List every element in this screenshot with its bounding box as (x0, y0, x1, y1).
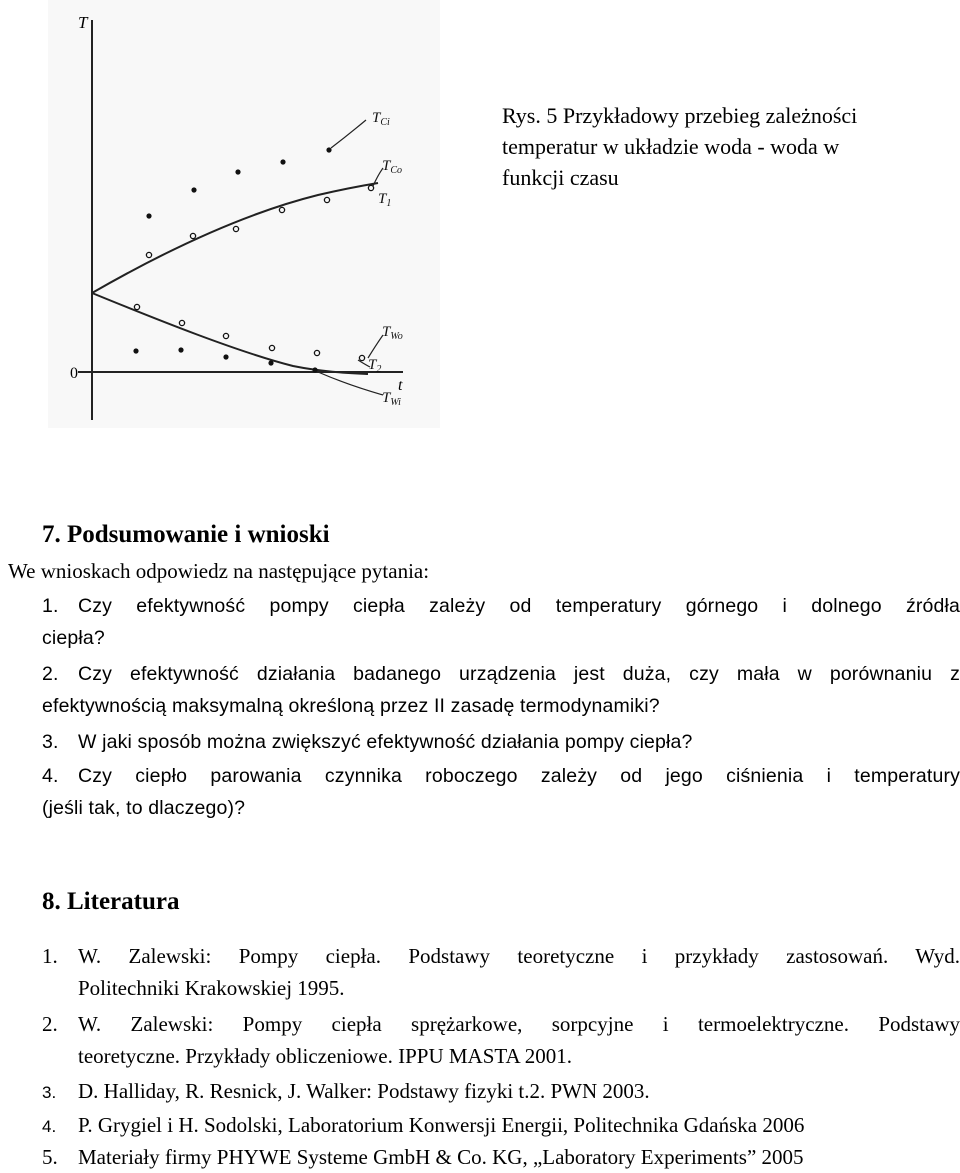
point-TWi (312, 367, 317, 372)
question-number: 2. (42, 663, 59, 685)
reference-number: 4. (42, 1117, 57, 1136)
reference-number: 3. (42, 1083, 57, 1102)
reference-4 (42, 1109, 960, 1143)
reference-text: W. Zalewski: Pompy ciepła sprężarkowe, sorpcyjne i termoelektryczne. Podstawy (78, 1012, 960, 1036)
temperature-time-figure (48, 0, 440, 428)
question-text: Czy efektywność pompy ciepła zależy od temperatury górnego i dolnego źródła (78, 595, 960, 617)
question-4 (42, 760, 960, 824)
question-number: 4. (42, 765, 59, 787)
reference-5 (42, 1141, 960, 1173)
section-7-intro: We wnioskach odpowiedz na następujące pytania: (8, 559, 430, 583)
origin-label: 0 (70, 365, 78, 382)
question-text: W jaki sposób można zwiększyć efektywność działania pompy ciepła? (78, 731, 693, 753)
label-T1: $T_1$ (378, 191, 392, 209)
point-TWi (268, 360, 273, 365)
section-7-heading: 7. Podsumowanie i wnioski (42, 521, 330, 548)
reference-number: 5. (42, 1145, 58, 1169)
reference-number: 1. (42, 944, 58, 968)
caption-line: funkcji czasu (502, 165, 619, 190)
question-text-cont: efektywnością maksymalną określoną przez II zasadę termodynamiki? (42, 695, 660, 717)
reference-text: P. Grygiel i H. Sodolski, Laboratorium Konwersji Energii, Politechnika Gdańska 2006 (78, 1113, 805, 1137)
reference-text: W. Zalewski: Pompy ciepła. Podstawy teoretyczne i przykłady zastosowań. Wyd. (78, 944, 960, 968)
point-TCi (191, 187, 196, 192)
question-2 (42, 658, 960, 722)
label-TWo: $T_{Wo}$ (382, 324, 403, 342)
label-TCi: $T_{Ci}$ (372, 110, 390, 128)
question-number: 3. (42, 731, 59, 753)
point-TWi (133, 348, 138, 353)
figure-caption (502, 100, 942, 193)
reference-text: D. Halliday, R. Resnick, J. Walker: Podstawy fizyki t.2. PWN 2003. (78, 1079, 650, 1103)
point-TWi (223, 354, 228, 359)
point-TCi (146, 213, 151, 218)
label-TCo: $T_{Co}$ (382, 158, 403, 176)
caption-line: Rys. 5 Przykładowy przebieg zależności (502, 103, 858, 128)
question-text-cont: ciepła? (42, 627, 105, 649)
reference-text-cont: Politechniki Krakowskiej 1995. (78, 976, 345, 1000)
reference-text: Materiały firmy PHYWE Systeme GmbH & Co. KG, „Laboratory Experiments” 2005 (78, 1145, 804, 1169)
caption-line: temperatur w układzie woda - woda w (502, 134, 840, 159)
question-3 (42, 726, 960, 758)
reference-text-cont: teoretyczne. Przykłady obliczeniowe. IPPU MASTA 2001. (78, 1044, 573, 1068)
point-TWi (178, 347, 183, 352)
axis-label-T: T (78, 13, 88, 32)
label-T2: $T_2$ (368, 357, 382, 375)
reference-3 (42, 1075, 960, 1109)
reference-2 (42, 1008, 960, 1072)
reference-1 (42, 940, 960, 1004)
question-number: 1. (42, 595, 59, 617)
question-text: Czy efektywność działania badanego urządzenia jest duża, czy mała w porównaniu z (78, 663, 960, 685)
point-TCi (280, 159, 285, 164)
question-text-cont: (jeśli tak, to dlaczego)? (42, 797, 246, 819)
question-text: Czy ciepło parowania czynnika roboczego zależy od jego ciśnienia i temperatury (78, 765, 960, 787)
point-TCi (235, 169, 240, 174)
axis-label-t: t (398, 377, 403, 394)
point-TCi (326, 147, 331, 152)
reference-number: 2. (42, 1012, 58, 1036)
section-8-heading: 8. Literatura (42, 888, 180, 915)
label-TWi: $T_{Wi}$ (382, 390, 401, 408)
question-1 (42, 590, 960, 654)
